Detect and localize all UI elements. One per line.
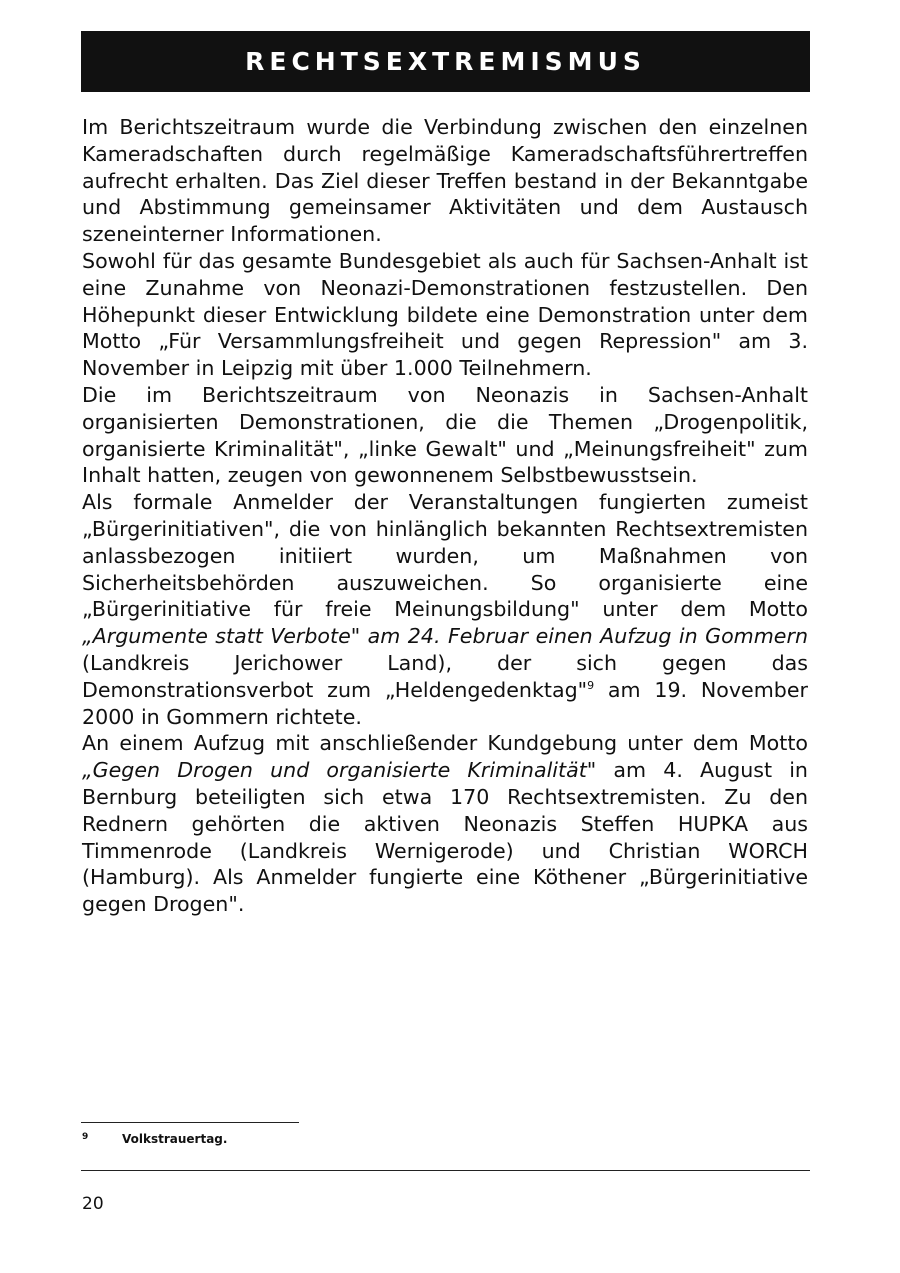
section-header-bar [81,31,810,92]
page-number: 20 [82,1194,104,1214]
paragraph-text: (Landkreis Jerichower Land), der sich gegen das Demonstrationsverbot zum „Heldengedenktag" [82,650,808,702]
footnote-reference[interactable]: 9 [587,678,595,692]
footnote-number: 9 [82,1132,89,1142]
paragraph [82,114,808,248]
paragraph-text: Im Berichtszeitraum wurde die Verbindung zwischen den einzelnen Kameradschaften durch regelmäßige Kameradschaftsführertreffen aufrecht erhalten. Das Ziel dieser Treffen bestand in der Bekanntgabe und Abstimmung gemeinsamer Aktivitäten und dem Austausch szeneinterner Informationen. [82,115,808,247]
paragraph-text: am 19. November 2000 in Gommern richtete. [82,677,808,729]
footnote [82,1129,227,1147]
paragraph-text: An einem Aufzug mit anschließender Kundgebung unter dem Motto [82,731,808,756]
paragraph [82,248,808,382]
section-title: RECHTSEXTREMISMUS [245,47,646,76]
footnote-divider [81,1122,299,1123]
body-text [82,114,808,918]
paragraph-text: Als formale Anmelder der Veranstaltungen fungierten zumeist „Bürgerinitiativen", die von hinlänglich bekannten Rechtsextremisten anlassbezogen initiiert wurden, um Maßnahmen von Sicherheitsbehörden auszuweichen. So organisierte eine „Bürgerinitiative für freie Meinungsbildung" unter dem Motto [82,490,808,622]
paragraph-text: Die im Berichtszeitraum von Neonazis in Sachsen-Anhalt organisierten Demonstrationen, die die Themen „Drogenpolitik, organisierte Kriminalität", „linke Gewalt" und „Meinungsfreiheit" zum Inhalt hatten, zeugen von gewonnenem Selbstbewusstsein. [82,382,808,488]
motto-italic: „Argumente statt Verbote" am 24. Februar einen Aufzug in Gommern [82,624,808,649]
paragraph-text: Sowohl für das gesamte Bundesgebiet als auch für Sachsen-Anhalt ist eine Zunahme von Neonazi-Demonstrationen festzustellen. Den Höhepunkt dieser Entwicklung bildete eine Demonstration unter dem Motto „Für Versammlungsfreiheit und gegen Repression" am 3. November in Leipzig mit über 1.000 Teilnehmern. [82,248,808,381]
motto-italic: „Gegen Drogen und organisierte Kriminalität" [82,758,597,783]
paragraph [82,489,808,730]
footnote-text: Volkstrauertag. [122,1132,228,1146]
paragraph-text: am 4. August in Bernburg beteiligten sich etwa 170 Rechtsextremisten. Zu den Rednern gehörten die aktiven Neonazis Steffen HUPKA aus Timmenrode (Landkreis Wernigerode) und Christian WORCH (Hamburg). Als Anmelder fungierte eine Köthener „Bürgerinitiative gegen Drogen". [82,758,808,917]
page-footer-divider [81,1170,810,1171]
paragraph [82,730,808,918]
paragraph [82,382,808,489]
